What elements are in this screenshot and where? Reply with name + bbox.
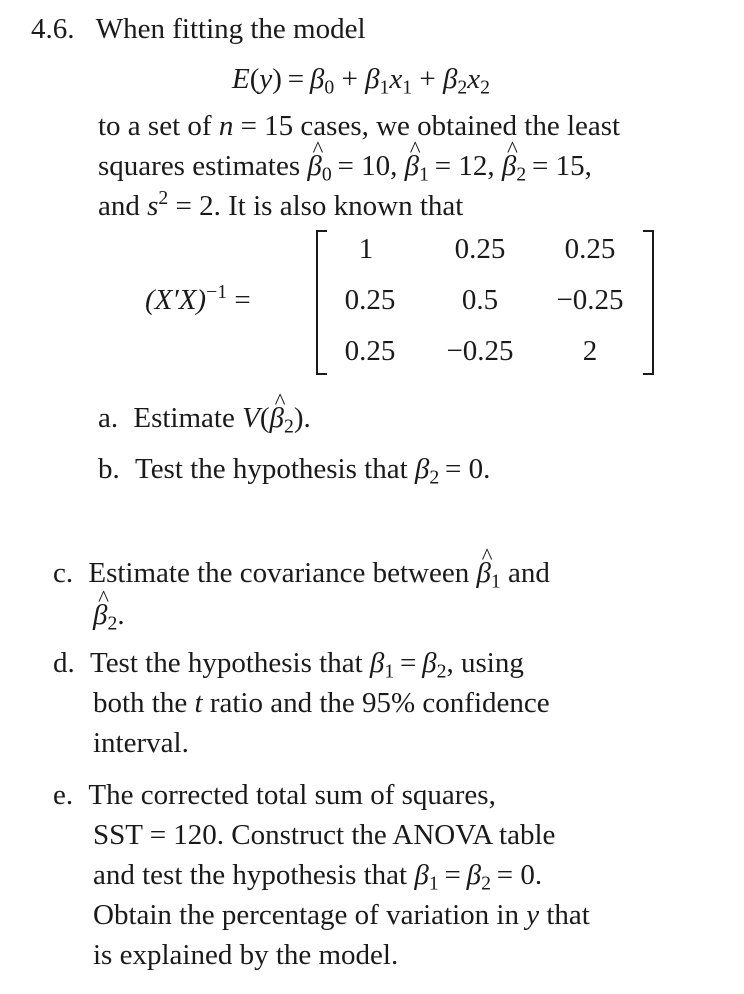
matrix-cell: 0.25 xyxy=(564,233,616,265)
matrix-right-bracket xyxy=(643,230,654,375)
matrix-cell: −0.25 xyxy=(446,335,514,367)
part-e: e. The corrected total sum of squares, xyxy=(53,779,496,811)
part-a: a. Estimate V(^ $\beta_2$). xyxy=(98,401,311,436)
matrix-cell: −0.25 xyxy=(556,284,624,316)
part-a-label: a. xyxy=(98,402,119,434)
part-d-line-3: interval. xyxy=(93,727,189,759)
xtx-inverse-matrix xyxy=(316,230,654,375)
part-c-continued: ^ $\beta_2$. xyxy=(93,598,125,633)
problem-number: 4.6. xyxy=(31,13,75,45)
matrix-cell: 0.5 xyxy=(461,284,499,316)
paragraph-line-3: and $s^2 = 2$. It is also known that xyxy=(98,187,464,222)
part-d-line-2: both the t ratio and the 95% confidence xyxy=(93,687,550,719)
part-e-label: e. xyxy=(53,779,74,811)
problem-intro: When fitting the model xyxy=(95,13,366,45)
part-e-line-4: Obtain the percentage of variation in y that xyxy=(93,899,590,931)
problem-header xyxy=(31,12,366,47)
part-c: c. Estimate the covariance between ^ $\beta_1$ and xyxy=(53,556,550,591)
part-e-line-2: SST = 120. Construct the ANOVA table xyxy=(93,819,556,851)
part-b-label: b. xyxy=(98,453,120,485)
model-equation: $E(y) = \beta_0 + \beta_1x_1 + \beta_2x_2$ xyxy=(232,63,491,99)
part-e-line-5: is explained by the model. xyxy=(93,939,399,971)
part-e-line-3: and test the hypothesis that $\beta_1 = \beta_2 = 0$. xyxy=(93,859,543,895)
matrix-cell: 1 xyxy=(358,233,374,265)
matrix-cell: 0.25 xyxy=(344,335,396,367)
part-c-label: c. xyxy=(53,557,74,589)
part-d-label: d. xyxy=(53,647,75,679)
xtx-inverse-label: $(X'X)^{-1}$ = xyxy=(145,281,251,316)
paragraph-line-2: squares estimates ^ $\beta_0 = 10$, ^ $\beta_1 = 12$, ^ $\beta_2 = 15$, xyxy=(98,149,592,184)
part-d: d. Test the hypothesis that $\beta_1 = \beta_2$, using xyxy=(53,647,524,683)
matrix-cell: 0.25 xyxy=(344,284,396,316)
matrix-cell: 0.25 xyxy=(454,233,506,265)
matrix-cell: 2 xyxy=(582,335,598,367)
part-b: b. Test the hypothesis that $\beta_2 = 0$. xyxy=(98,453,491,489)
paragraph-line-1: to a set of n = 15 cases, we obtained the least xyxy=(98,110,621,142)
